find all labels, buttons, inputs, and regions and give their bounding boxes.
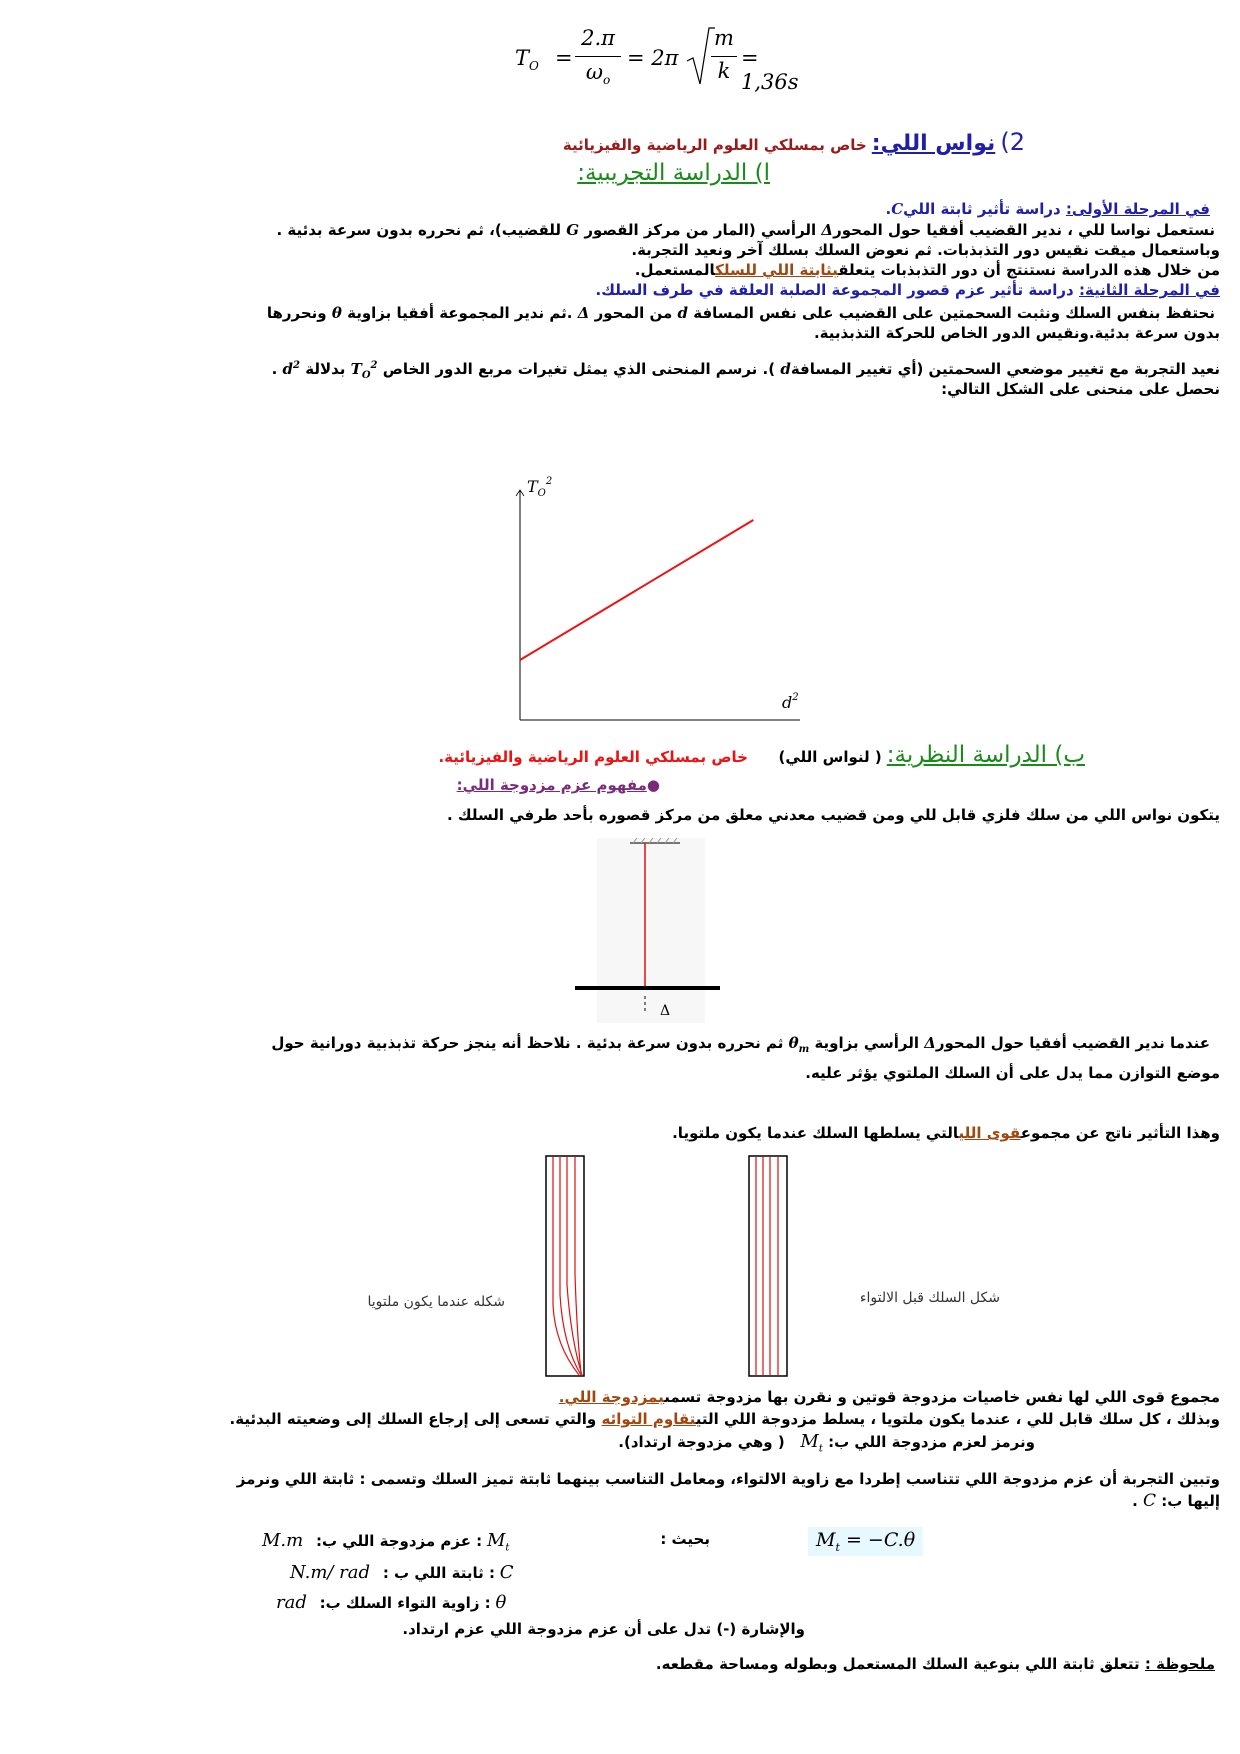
twisted-wire-figure: [545, 1155, 595, 1380]
paragraph-1-line-2: وباستعمال ميقت نقيس دور التذبذبات. ثم نعوض السلك بسلك آخر ونعيد التجربة.: [631, 241, 1220, 259]
fraction-denominator: ω: [585, 60, 603, 84]
where-label: بحيث :: [660, 1530, 710, 1548]
concept-heading: ●مفهوم عزم مزدوجة اللي:: [456, 776, 660, 794]
paragraph-10-line-2: إليها ب: C .: [1132, 1491, 1220, 1511]
x-axis-label: $d^2$: [782, 692, 799, 712]
highlight-torsion-forces: قوى اللي: [958, 1124, 1021, 1142]
paragraph-1-line-3: من خلال هذه الدراسة نستنتج أن دور التذبذبات يتعلقبثابتة اللي للسلكالمستعمل.: [634, 261, 1220, 279]
paragraph-5-line-1: عندما ندير القضيب أفقيا حول المحورΔ الرأسي بزاوية $\theta_m$ ثم نحرره بدون سرعة بدئية . نلاحظ أنه ينجز حركة تذبذبية دورانية حول: [271, 1034, 1210, 1055]
section-b-title: ب) الدراسة النظرية:: [886, 742, 1085, 768]
straight-wire-figure: [748, 1155, 798, 1380]
section-a-title: ا) الدراسة التجريبية:: [577, 160, 770, 186]
definition-moment: M.m : عزم مزدوجة اللي ب: $M_t$: [262, 1530, 510, 1554]
paragraph-6: وهذا التأثير ناتج عن مجموعقوى الليالتي يسلطها السلك عندما يكون ملتويا.: [672, 1124, 1220, 1142]
paragraph-3-line-2: نحصل على منحنى على الشكل التالي:: [941, 380, 1220, 398]
section-b-heading: ب) الدراسة النظرية: ( لنواس اللي) خاص بمسلكي العلوم الرياضية والفيزيائية.: [438, 742, 1085, 768]
phase-2-heading: في المرحلة الثانية: دراسة تأثير عزم قصور المجموعة الصلبة العلقة في طرف السلك.: [595, 281, 1220, 299]
paragraph-4: يتكون نواس اللي من سلك فلزي قابل للي ومن قضيب معدني معلق من مركز قصوره بأحد طرفي السلك .: [446, 806, 1220, 824]
axis-label: Δ: [660, 1003, 671, 1019]
section-2-heading: 2) نواس اللي: خاص بمسلكي العلوم الرياضية والفيزيائية: [562, 128, 1025, 156]
figure-background: [597, 838, 705, 1023]
definition-constant: N.m/ rad : ثابتة اللي ب : C: [290, 1562, 514, 1583]
highlight-torsion-constant: بثابتة اللي للسلك: [715, 261, 839, 279]
phase-1-heading: في المرحلة الأولى: دراسة تأثير ثابتة الليC.: [885, 200, 1210, 218]
highlight-torsion-couple: بمزدوجة اللي.: [558, 1388, 665, 1406]
paragraph-3-line-1: نعيد التجربة مع تغيير موضعي السحمتين (أي تغيير المسافةd ). نرسم المنحنى الذي يمثل تغيرات مربع الدور الخاص $T_O^2$ بدلالة $d^2$ .: [271, 360, 1220, 381]
paragraph-2-line-1: نحتفظ بنفس السلك ونثبت السحمتين على القضيب على نفس المسافة d من المحور Δ .ثم ندير المجموعة أفقيا بزاوية θ ونحررها: [266, 304, 1215, 322]
section-2-title: نواس اللي:: [871, 131, 996, 156]
paragraph-8: وبذلك ، كل سلك قابل للي ، عندما يكون ملتويا ، يسلط مزدوجة اللي التيتقاوم التوائه والتي تسعى إلى إرجاع السلك إلى وضعيته البدئية.: [229, 1410, 1220, 1428]
paragraph-7: مجموع قوى اللي لها نفس خاصيات مزدوجة قوتين و نقرن بها مزدوجة تسمىبمزدوجة اللي.: [558, 1388, 1220, 1406]
paragraph-1-line-1: نستعمل نواسا للي ، ندير القضيب أفقيا حول المحورΔ الرأسي (المار من مركز القصور G للقضيب)، ثم نحرره بدون سرعة بدئية .: [276, 221, 1215, 239]
sign-note: والإشارة (-) تدل على أن عزم مزدوجة اللي عزم ارتداد.: [402, 1620, 805, 1638]
y-axis-label: $T_O^2$: [527, 476, 553, 499]
paragraph-5-line-2: موضع التوازن مما يدل على أن السلك الملتوي يؤثر عليه.: [805, 1064, 1220, 1082]
paragraph-9: ونرمز لعزم مزدوجة اللي ب: $M_t$ ( وهي مزدوجة ارتداد).: [618, 1431, 1035, 1455]
definition-angle: rad : زاوية التواء السلك ب: θ: [276, 1592, 507, 1613]
formula-lhs: T: [515, 46, 530, 70]
series-line: [520, 520, 753, 660]
paragraph-2-line-2: بدون سرعة بدئية.ونقيس الدور الخاص للحركة التذبذبية.: [813, 324, 1220, 342]
label-straight-wire: شكل السلك قبل الالتواء: [859, 1290, 1000, 1306]
paragraph-10-line-1: وتبين التجربة أن عزم مزدوجة اللي تتناسب إطردا مع زاوية الالتواء، ومعامل التناسب بينهما ثابتة تميز السلك وتسمى : ثابتة اللي ونرمز: [236, 1470, 1220, 1488]
label-twisted-wire: شكله عندما يكون ملتويا: [367, 1294, 505, 1310]
torsion-moment-formula: $M_t = -C.\theta$: [808, 1527, 923, 1556]
period-formula: $T_O$ = 2.π $\omega_o$ = 2π m k = 1,36s: [515, 26, 799, 94]
remark: ملحوظة : تتعلق ثابتة اللي بنوعية السلك المستعمل وبطوله ومساحة مقطعه.: [655, 1655, 1215, 1673]
period-squared-chart: [500, 470, 820, 740]
torsion-pendulum-figure: [575, 838, 725, 1043]
fraction-numerator: 2.π: [581, 26, 615, 50]
highlight-resists-twist: تقاوم التوائه: [601, 1410, 696, 1428]
